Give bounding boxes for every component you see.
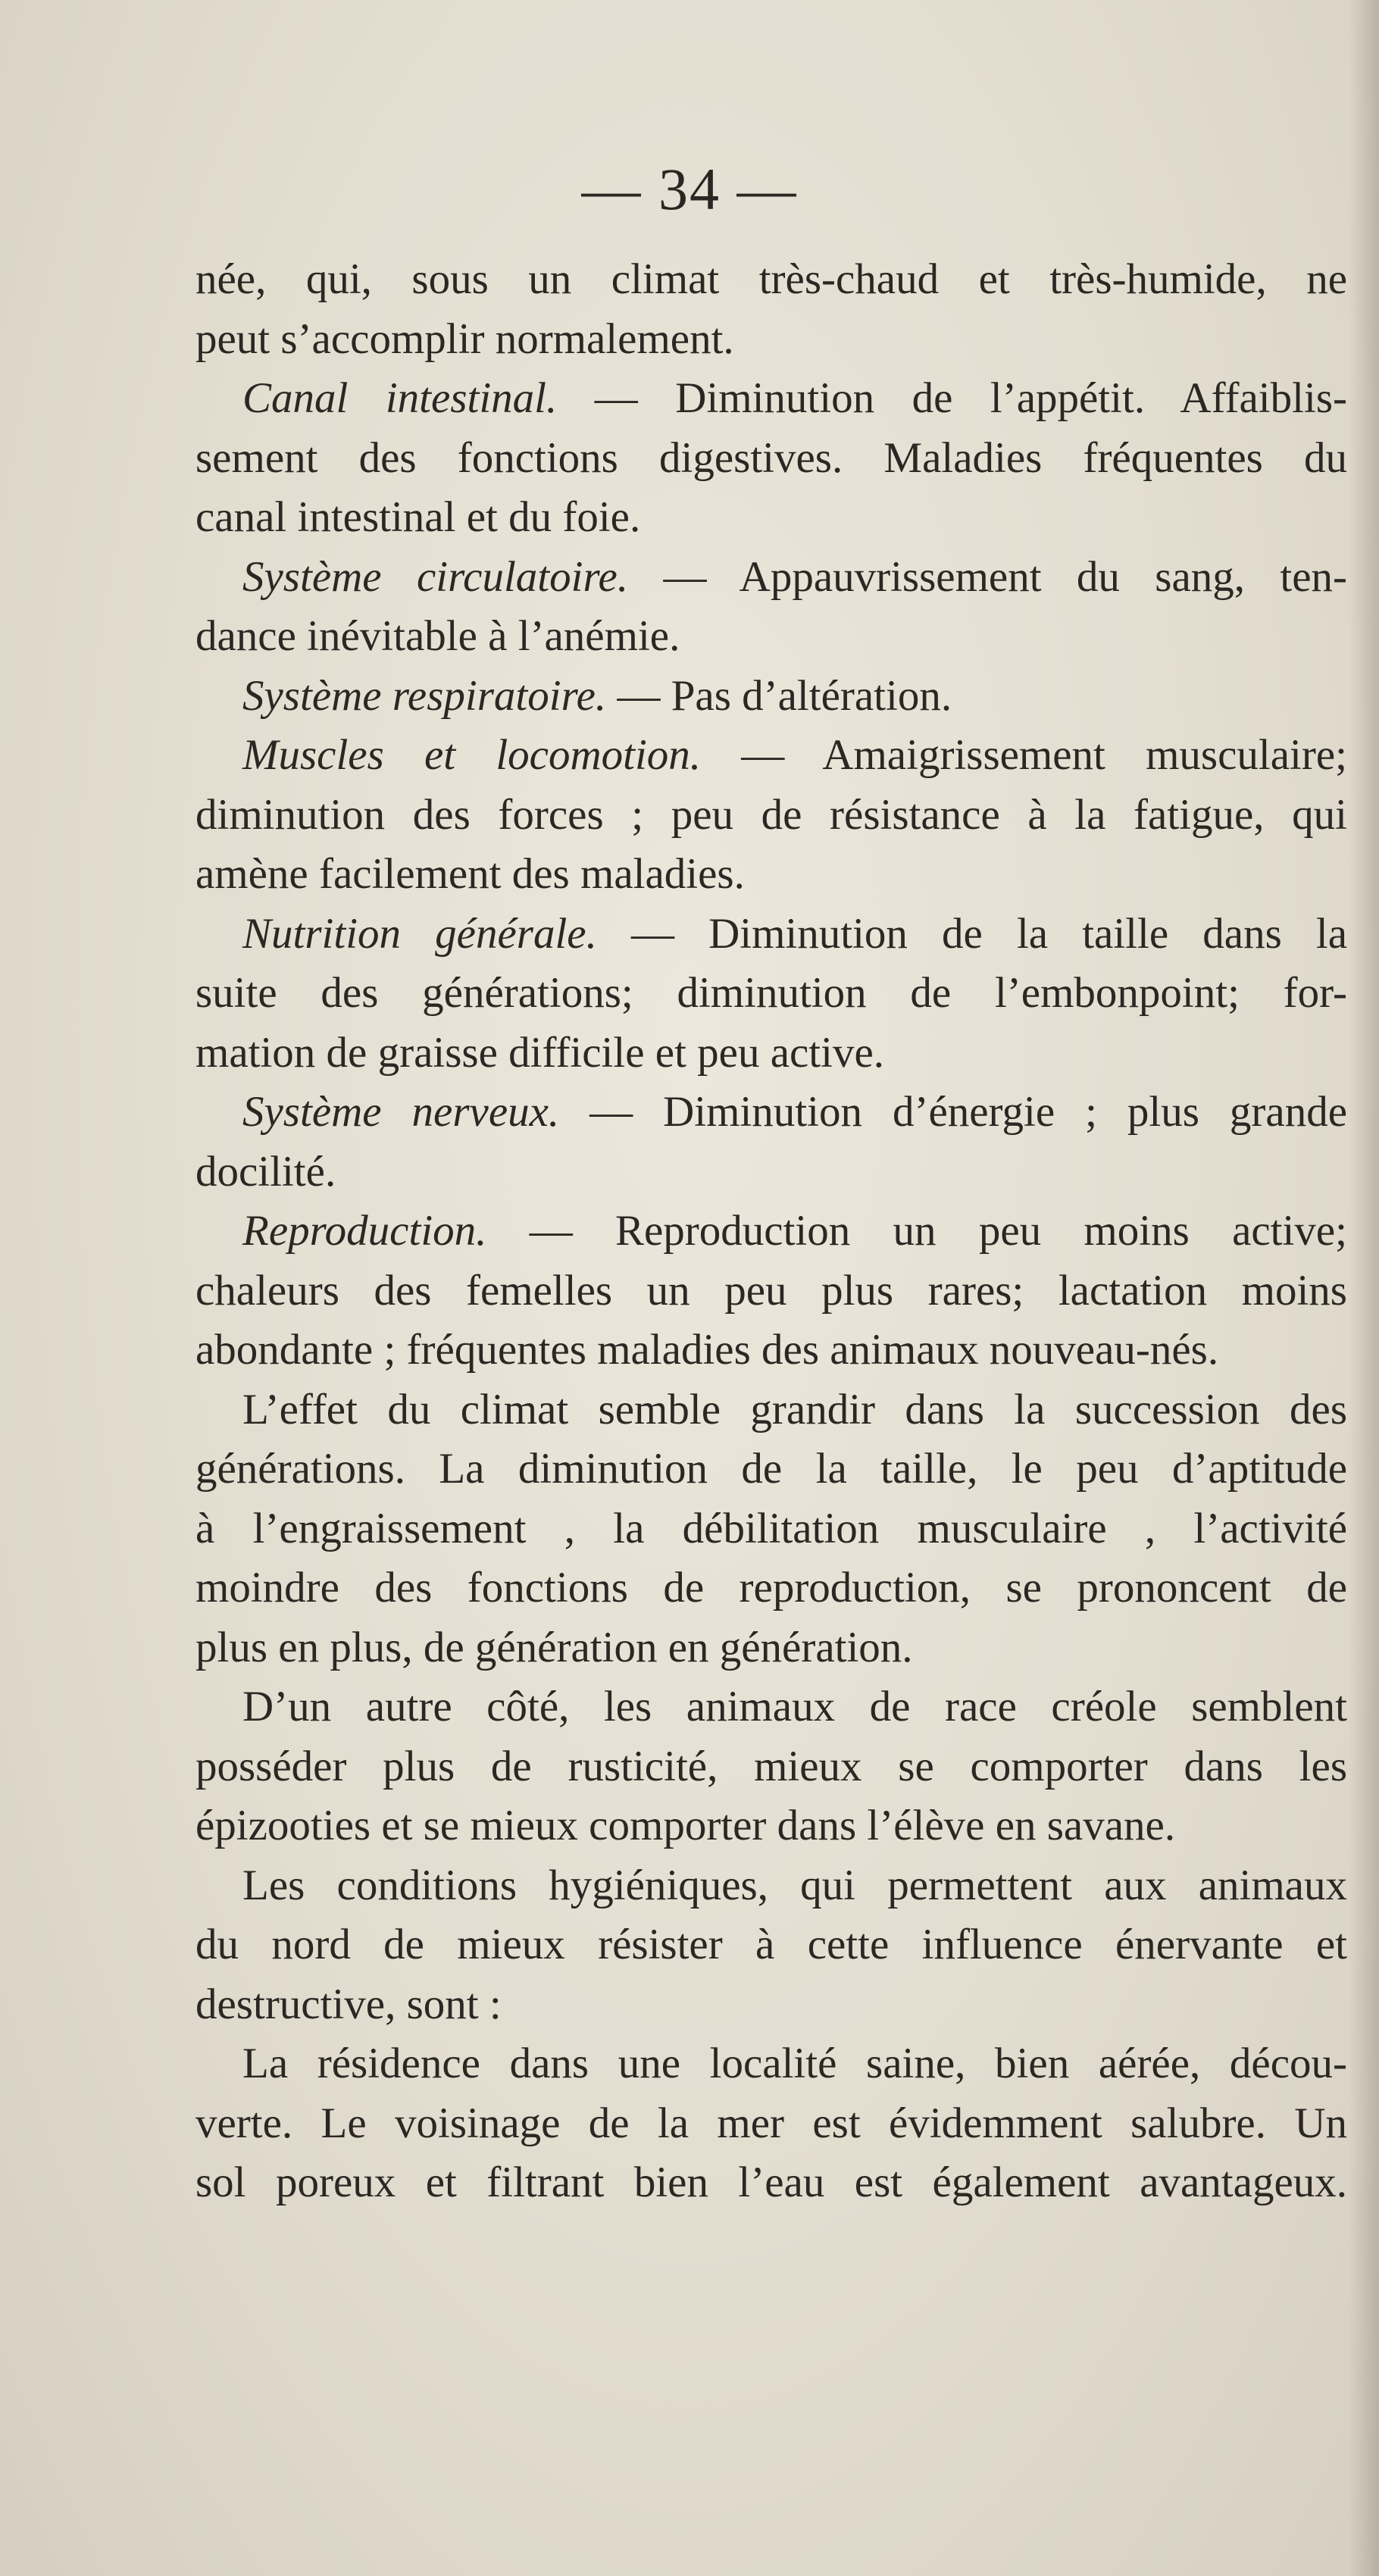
section-heading-systeme-nerveux: Système nerveux. (242, 1088, 560, 1136)
text-line-17: Reproduction. — Reproduction un peu moins active; (242, 1207, 1347, 1255)
text-line-32: verte. Le voisinage de la mer est évidemment salubre. Un (195, 2099, 1347, 2147)
text-line-7: dance inévitable à l’anémie. (195, 612, 680, 660)
text-line-6: Système circulatoire. — Appauvrissement du sang, ten- (242, 552, 1347, 601)
section-heading-canal-intestinal: Canal intestinal. (242, 374, 558, 422)
text-line-15: Système nerveux. — Diminution d’énergie ; plus grande (242, 1088, 1347, 1136)
section-heading-systeme-circulatoire: Système circulatoire. (242, 552, 629, 601)
section-heading-reproduction: Reproduction. (242, 1207, 487, 1255)
body-text (195, 250, 1347, 2213)
page-number: — 34 — (581, 156, 798, 222)
text-line-26: posséder plus de rusticité, mieux se comporter dans les (195, 1742, 1347, 1790)
text-line-9: Muscles et locomotion. — Amaigrissement musculaire; (242, 731, 1347, 779)
text-line-12: Nutrition générale. — Diminution de la taille dans la (242, 909, 1347, 958)
text-line-3: Canal intestinal. — Diminution de l’appétit. Affaiblis- (242, 374, 1347, 422)
text-line-19: abondante ; fréquentes maladies des animaux nouveau-nés. (195, 1326, 1219, 1374)
text-line-24: plus en plus, de génération en génération. (195, 1623, 913, 1671)
text-line-5: canal intestinal et du foie. (195, 493, 641, 541)
page-edge-shadow (1349, 0, 1379, 2576)
text-line-31: La résidence dans une localité saine, bien aérée, décou- (242, 2040, 1347, 2087)
text-line-13: suite des générations; diminution de l’embonpoint; for- (195, 969, 1347, 1017)
text-line-21: générations. La diminution de la taille, le peu d’aptitude (195, 1445, 1347, 1493)
text-line-33: sol poreux et filtrant bien l’eau est également avantageux. (195, 2159, 1347, 2206)
section-heading-systeme-respiratoire: Système respiratoire. (242, 671, 607, 720)
text-line-25: D’un autre côté, les animaux de race créole semblent (242, 1683, 1347, 1730)
section-heading-nutrition-generale: Nutrition générale. (242, 909, 597, 958)
text-line-22: à l’engraissement , la débilitation musculaire , l’activité (195, 1504, 1347, 1552)
text-line-4: sement des fonctions digestives. Maladies fréquentes du (195, 433, 1347, 482)
text-line-30: destructive, sont : (195, 1980, 502, 2028)
text-line-29: du nord de mieux résister à cette influence énervante et (195, 1921, 1347, 1968)
section-heading-muscles-locomotion: Muscles et locomotion. (242, 731, 702, 779)
text-line-18: chaleurs des femelles un peu plus rares; lactation moins (195, 1266, 1347, 1315)
text-line-27: épizooties et se mieux comporter dans l’élève en savane. (195, 1802, 1176, 1849)
text-line-2: peut s’accomplir normalement. (195, 314, 734, 363)
text-line-16: docilité. (195, 1147, 336, 1196)
text-line-28: Les conditions hygiéniques, qui permettent aux animaux (242, 1861, 1347, 1909)
text-line-14: mation de graisse difficile et peu active. (195, 1028, 885, 1077)
text-line-10: diminution des forces ; peu de résistance à la fatigue, qui (195, 790, 1347, 839)
text-line-20: L’effet du climat semble grandir dans la succession des (242, 1385, 1347, 1433)
text-line-8: Système respiratoire. — Pas d’altération. (242, 671, 952, 720)
text-line-23: moindre des fonctions de reproduction, se prononcent de (195, 1564, 1347, 1612)
text-line-11: amène facilement des maladies. (195, 850, 745, 898)
text-line-1: née, qui, sous un climat très-chaud et très-humide, ne (195, 255, 1347, 303)
